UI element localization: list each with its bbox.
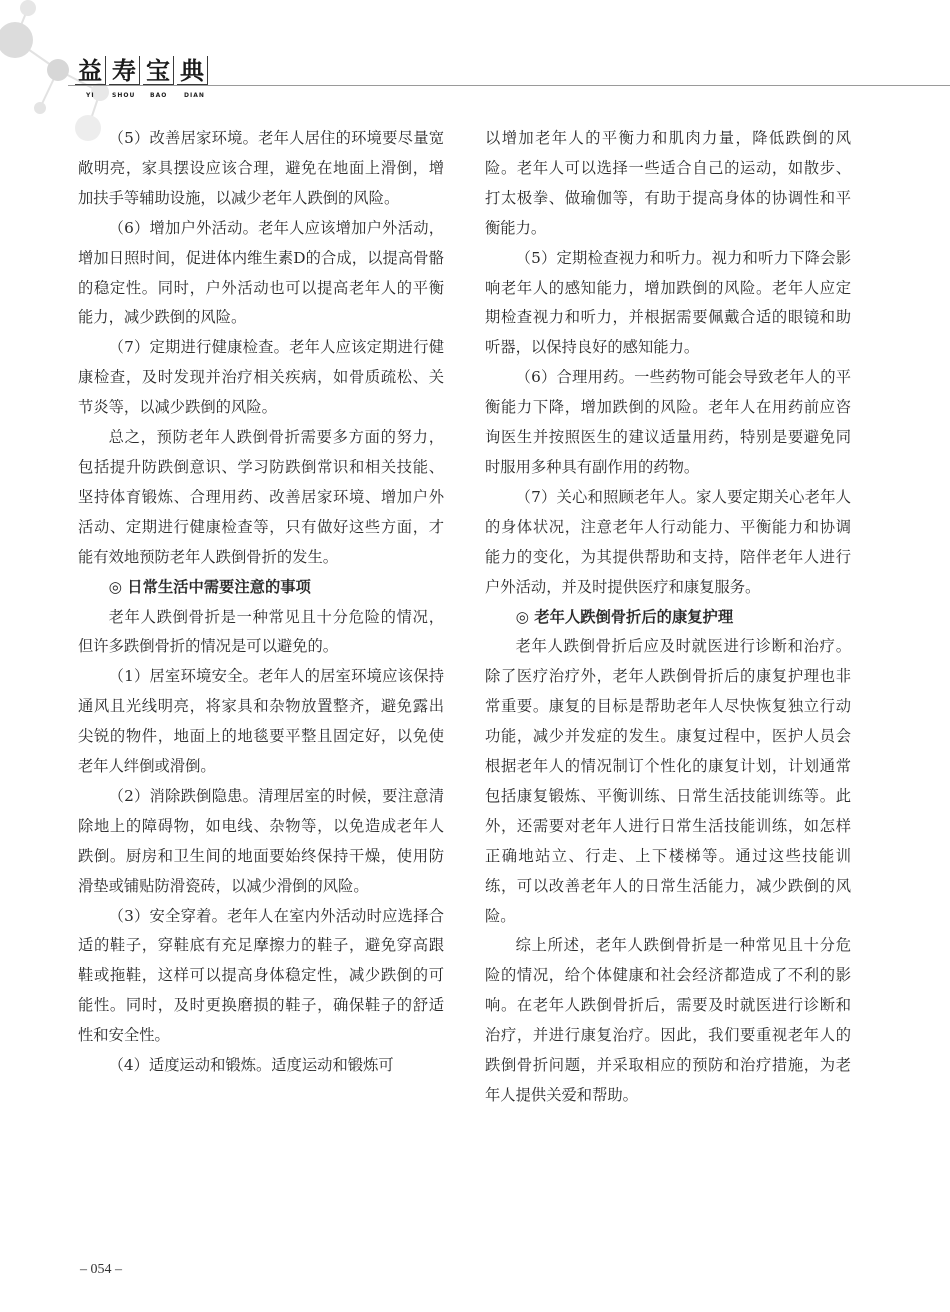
logo-pinyin: BAO [150, 92, 168, 99]
section-heading: ◎ 老年人跌倒骨折后的康复护理 [515, 607, 734, 626]
paragraph: 老年人跌倒骨折后应及时就医进行诊断和治疗。除了医疗治疗外，老年人跌倒骨折后的康复护理也非常重要。康复的目标是帮助老年人尽快恢复独立行动功能，减少并发症的发生。康复过程中，医护人员会根据老年人的情况制订个性化的康复计划，计划通常包括康复锻炼、平衡训练、日常生活技能训练等。此外，还需要对老年人进行日常生活技能训练，如怎样正确地站立、行走、上下楼梯等。通过这些技能训练，可以改善老年人的日常生活能力，减少跌倒的风险。 [485, 637, 851, 925]
left-column [78, 124, 444, 1081]
paragraph: （6）增加户外活动。老年人应该增加户外活动，增加日照时间，促进体内维生素D的合成，以提高骨骼的稳定性。同时，户外活动也可以提高老年人的平衡能力，减少跌倒的风险。 [78, 218, 444, 327]
paragraph: 综上所述，老年人跌倒骨折是一种常见且十分危险的情况，给个体健康和社会经济都造成了不利的影响。在老年人跌倒骨折后，需要及时就医进行诊断和治疗，并进行康复治疗。因此，我们要重视老年人的跌倒骨折问题，并采取相应的预防和治疗措施，为老年人提供关爱和帮助。 [485, 936, 851, 1104]
paragraph: （7）定期进行健康检查。老年人应该定期进行健康检查，及时发现并治疗相关疾病，如骨质疏松、关节炎等，以减少跌倒的风险。 [78, 338, 444, 417]
logo-pinyin: YI [86, 92, 95, 99]
paragraph: （6）合理用药。一些药物可能会导致老年人的平衡能力下降，增加跌倒的风险。老年人在用药前应咨询医生并按照医生的建议适量用药，特别是要避免同时服用多种具有副作用的药物。 [485, 368, 851, 476]
paragraph: （7）关心和照顾老年人。家人要定期关心老年人的身体状况，注意老年人行动能力、平衡能力和协调能力的变化，为其提供帮助和支持，陪伴老年人进行户外活动，并及时提供医疗和康复服务。 [485, 487, 851, 596]
logo-char: 益 [75, 56, 106, 85]
paragraph: （2）消除跌倒隐患。清理居室的时候，要注意清除地上的障碍物，如电线、杂物等，以免造成老年人跌倒。厨房和卫生间的地面要始终保持干燥，使用防滑垫或铺贴防滑瓷砖，以减少滑倒的风险。 [78, 786, 444, 895]
logo-char: 寿 [109, 56, 140, 85]
header-rule [68, 85, 950, 86]
section-heading: ◎ 日常生活中需要注意的事项 [108, 577, 311, 596]
paragraph: （5）定期检查视力和听力。视力和听力下降会影响老年人的感知能力，增加跌倒的风险。老年人应定期检查视力和听力，并根据需要佩戴合适的眼镜和助听器，以保持良好的感知能力。 [485, 248, 851, 357]
logo-pinyin: SHOU [112, 92, 136, 99]
logo-pinyin: DIAN [184, 92, 205, 99]
paragraph-continued: 以增加老年人的平衡力和肌肉力量，降低跌倒的风险。老年人可以选择一些适合自己的运动，如散步、打太极拳、做瑜伽等，有助于提高身体的协调性和平衡能力。 [485, 129, 851, 237]
logo-char: 宝 [143, 56, 174, 85]
logo-char: 典 [177, 56, 208, 85]
paragraph: （1）居室环境安全。老年人的居室环境应该保持通风且光线明亮，将家具和杂物放置整齐，避免露出尖锐的物件，地面上的地毯要平整且固定好，以免使老年人绊倒或滑倒。 [78, 667, 444, 776]
magazine-logo [75, 56, 208, 85]
paragraph: （5）改善居家环境。老年人居住的环境要尽量宽敞明亮，家具摆设应该合理，避免在地面上滑倒，增加扶手等辅助设施，以减少老年人跌倒的风险。 [78, 129, 444, 207]
paragraph: 老年人跌倒骨折是一种常见且十分危险的情况，但许多跌倒骨折的情况是可以避免的。 [78, 607, 444, 656]
right-column [485, 124, 851, 1111]
paragraph: （4）适度运动和锻炼。适度运动和锻炼可 [108, 1056, 394, 1075]
paragraph: （3）安全穿着。老年人在室内外活动时应选择合适的鞋子，穿鞋底有充足摩擦力的鞋子，避免穿高跟鞋或拖鞋，这样可以提高身体稳定性，减少跌倒的可能性。同时，及时更换磨损的鞋子，确保鞋子的舒适性和安全性。 [78, 906, 444, 1045]
page-number: – 054 – [80, 1262, 122, 1277]
paragraph: 总之，预防老年人跌倒骨折需要多方面的努力，包括提升防跌倒意识、学习防跌倒常识和相关技能、坚持体育锻炼、合理用药、改善居家环境、增加户外活动、定期进行健康检查等，只有做好这些方面，才能有效地预防老年人跌倒骨折的发生。 [78, 428, 444, 566]
